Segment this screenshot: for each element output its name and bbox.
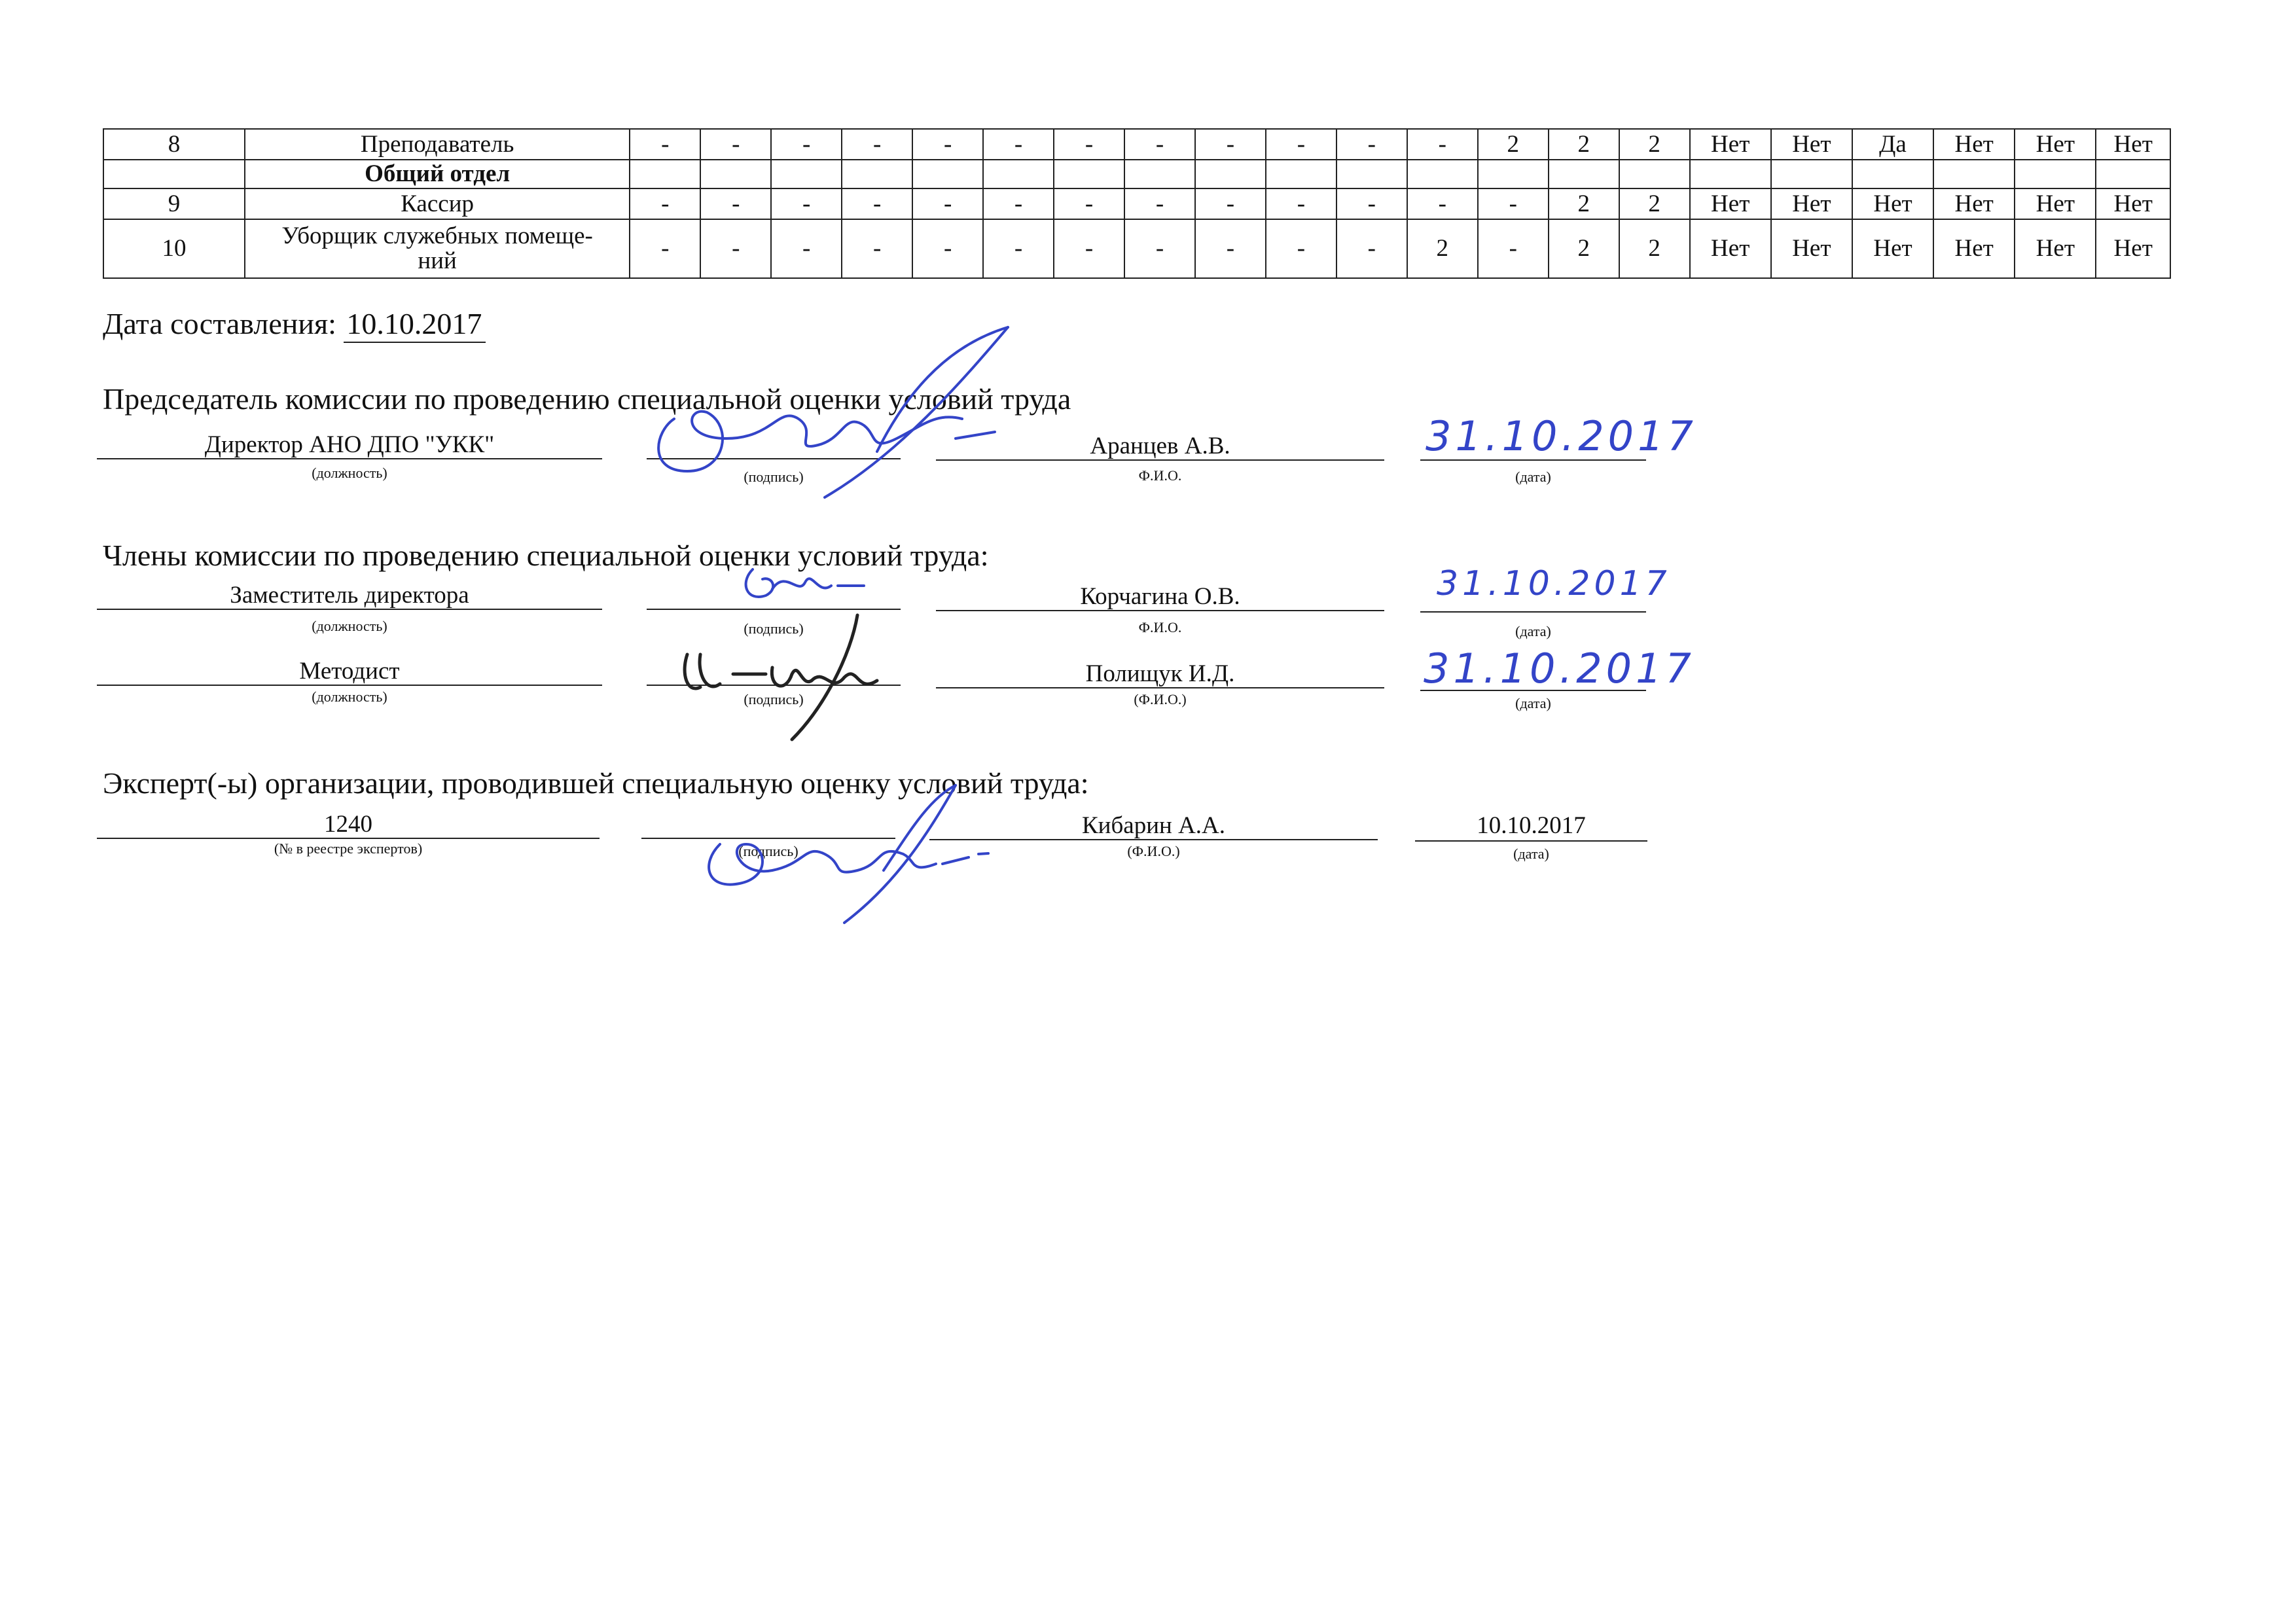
table-cell bbox=[1407, 160, 1478, 188]
compiled-date: 10.10.2017 bbox=[344, 307, 486, 343]
table-cell bbox=[2096, 160, 2170, 188]
table-cell: Нет bbox=[1933, 188, 2015, 219]
table-cell bbox=[700, 160, 771, 188]
job-title: Преподаватель bbox=[245, 129, 630, 160]
table-cell bbox=[1266, 160, 1336, 188]
table-cell bbox=[1690, 160, 1771, 188]
table-cell: Нет bbox=[1933, 219, 2015, 278]
table-cell: - bbox=[983, 129, 1054, 160]
table-cell: 2 bbox=[1407, 219, 1478, 278]
table-cell bbox=[1933, 160, 2015, 188]
table-cell: - bbox=[700, 188, 771, 219]
chairman-handwritten-date: 31.10.2017 bbox=[1426, 412, 1697, 460]
job-title-line: Уборщик служебных помеще- bbox=[281, 223, 593, 249]
table-cell: - bbox=[983, 188, 1054, 219]
chairman-signature-caption: (подпись) bbox=[744, 469, 804, 485]
table-cell: - bbox=[1407, 188, 1478, 219]
table-group-row bbox=[103, 160, 2170, 188]
member1-signature-caption: (подпись) bbox=[744, 620, 804, 637]
group-label: Общий отдел bbox=[245, 160, 630, 188]
member1-fio-caption: Ф.И.О. bbox=[1138, 619, 1182, 635]
table-row bbox=[103, 129, 2170, 160]
job-title-line: ний bbox=[418, 247, 457, 274]
table-cell: - bbox=[700, 219, 771, 278]
table-cell bbox=[1054, 160, 1124, 188]
job-title bbox=[245, 219, 630, 278]
compiled-label: Дата составления: bbox=[103, 307, 336, 340]
table-cell bbox=[1619, 160, 1690, 188]
table-cell: Нет bbox=[2015, 219, 2096, 278]
table-cell bbox=[1478, 160, 1549, 188]
table-cell: 2 bbox=[1549, 219, 1619, 278]
member1-position: Заместитель директора bbox=[230, 582, 469, 609]
table-cell: - bbox=[1407, 129, 1478, 160]
table-cell: - bbox=[912, 129, 983, 160]
member2-signature bbox=[661, 602, 936, 749]
table-cell: - bbox=[1054, 188, 1124, 219]
members-heading: Члены комиссии по проведению специальной оценки условий труда: bbox=[103, 539, 989, 572]
table-cell: - bbox=[630, 188, 700, 219]
table-cell bbox=[912, 160, 983, 188]
member2-position: Методист bbox=[299, 658, 400, 685]
table-cell: - bbox=[1336, 219, 1407, 278]
row-number: 9 bbox=[103, 188, 245, 219]
table-cell: - bbox=[1054, 219, 1124, 278]
table-cell: 2 bbox=[1478, 129, 1549, 160]
table-cell: - bbox=[983, 219, 1054, 278]
table-cell: - bbox=[700, 129, 771, 160]
table-cell: - bbox=[1195, 219, 1266, 278]
table-row bbox=[103, 188, 2170, 219]
table-cell bbox=[1124, 160, 1195, 188]
table-cell bbox=[1771, 160, 1852, 188]
table-cell: - bbox=[912, 219, 983, 278]
compiled-date-line bbox=[103, 306, 486, 341]
table-cell: 2 bbox=[1619, 129, 1690, 160]
table-cell: - bbox=[1195, 129, 1266, 160]
table-cell: - bbox=[1266, 188, 1336, 219]
table-cell: Нет bbox=[2096, 188, 2170, 219]
table-cell bbox=[1336, 160, 1407, 188]
table-cell: Нет bbox=[2015, 129, 2096, 160]
table-cell bbox=[983, 160, 1054, 188]
table-cell: - bbox=[842, 219, 912, 278]
table-cell: - bbox=[771, 219, 842, 278]
expert-signature-caption: (подпись) bbox=[738, 843, 798, 859]
table-cell: - bbox=[1478, 188, 1549, 219]
table-cell: Нет bbox=[1690, 219, 1771, 278]
table-cell: - bbox=[1054, 129, 1124, 160]
table-cell: Нет bbox=[1933, 129, 2015, 160]
table-cell: Нет bbox=[2096, 219, 2170, 278]
row-number: 10 bbox=[103, 219, 245, 278]
chairman-fio: Аранцев А.В. bbox=[1090, 433, 1230, 459]
table-cell: - bbox=[1195, 188, 1266, 219]
table-cell bbox=[2015, 160, 2096, 188]
table-cell: Нет bbox=[1771, 129, 1852, 160]
sout-results-table bbox=[103, 128, 2171, 279]
row-number: 8 bbox=[103, 129, 245, 160]
table-cell bbox=[630, 160, 700, 188]
table-cell: Да bbox=[1852, 129, 1933, 160]
chairman-position-caption: (должность) bbox=[312, 465, 387, 481]
chairman-date-caption: (дата) bbox=[1515, 469, 1551, 485]
member2-position-caption: (должность) bbox=[312, 688, 387, 705]
table-cell: 2 bbox=[1619, 188, 1690, 219]
table-cell: - bbox=[1266, 219, 1336, 278]
table-cell: - bbox=[630, 219, 700, 278]
table-cell: 2 bbox=[1619, 219, 1690, 278]
table-cell: 2 bbox=[1549, 129, 1619, 160]
table-cell: - bbox=[842, 188, 912, 219]
table-cell: - bbox=[1266, 129, 1336, 160]
table-cell: Нет bbox=[1690, 129, 1771, 160]
table-cell: - bbox=[1478, 219, 1549, 278]
table-cell bbox=[842, 160, 912, 188]
table-cell bbox=[771, 160, 842, 188]
table-cell: - bbox=[912, 188, 983, 219]
table-cell bbox=[103, 160, 245, 188]
table-cell: Нет bbox=[2096, 129, 2170, 160]
table-cell: - bbox=[771, 188, 842, 219]
member2-handwritten-date: 31.10.2017 bbox=[1424, 645, 1695, 692]
member2-fio: Полищук И.Д. bbox=[1085, 660, 1235, 687]
member1-handwritten-date: 31.10.2017 bbox=[1437, 564, 1671, 603]
table-cell bbox=[1852, 160, 1933, 188]
table-cell: 2 bbox=[1549, 188, 1619, 219]
member1-fio: Корчагина О.В. bbox=[1080, 583, 1240, 610]
table-row bbox=[103, 219, 2170, 278]
table-cell: - bbox=[771, 129, 842, 160]
table-cell: Нет bbox=[1852, 219, 1933, 278]
member1-position-caption: (должность) bbox=[312, 618, 387, 634]
member2-signature-caption: (подпись) bbox=[744, 691, 804, 707]
expert-fio: Кибарин А.А. bbox=[1081, 812, 1226, 839]
table-cell: Нет bbox=[2015, 188, 2096, 219]
table-cell: - bbox=[1124, 129, 1195, 160]
job-title: Кассир bbox=[245, 188, 630, 219]
table-cell bbox=[1549, 160, 1619, 188]
expert-fio-caption: (Ф.И.О.) bbox=[1127, 843, 1180, 859]
table-cell: - bbox=[1124, 219, 1195, 278]
table-cell: - bbox=[1124, 188, 1195, 219]
expert-date: 10.10.2017 bbox=[1477, 812, 1586, 839]
table-cell: - bbox=[1336, 129, 1407, 160]
table-cell bbox=[1195, 160, 1266, 188]
expert-heading: Эксперт(-ы) организации, проводившей специальную оценку условий труда: bbox=[103, 766, 1089, 800]
chairman-heading: Председатель комиссии по проведению специальной оценки условий труда bbox=[103, 382, 1071, 416]
table-cell: Нет bbox=[1771, 219, 1852, 278]
expert-registry-number: 1240 bbox=[324, 811, 372, 838]
chairman-fio-caption: Ф.И.О. bbox=[1138, 467, 1182, 484]
chairman-position: Директор АНО ДПО "УКК" bbox=[204, 431, 495, 458]
table-cell: Нет bbox=[1852, 188, 1933, 219]
table-cell: - bbox=[842, 129, 912, 160]
chairman-signature bbox=[628, 321, 1034, 520]
expert-date-caption: (дата) bbox=[1513, 846, 1549, 862]
member1-date-caption: (дата) bbox=[1515, 623, 1551, 639]
member2-date-caption: (дата) bbox=[1515, 695, 1551, 711]
expert-signature bbox=[681, 772, 1021, 933]
table-cell: Нет bbox=[1771, 188, 1852, 219]
table-cell: - bbox=[630, 129, 700, 160]
expert-registry-caption: (№ в реестре экспертов) bbox=[274, 840, 423, 857]
table-cell: Нет bbox=[1690, 188, 1771, 219]
table-cell: - bbox=[1336, 188, 1407, 219]
member2-fio-caption: (Ф.И.О.) bbox=[1134, 691, 1187, 707]
